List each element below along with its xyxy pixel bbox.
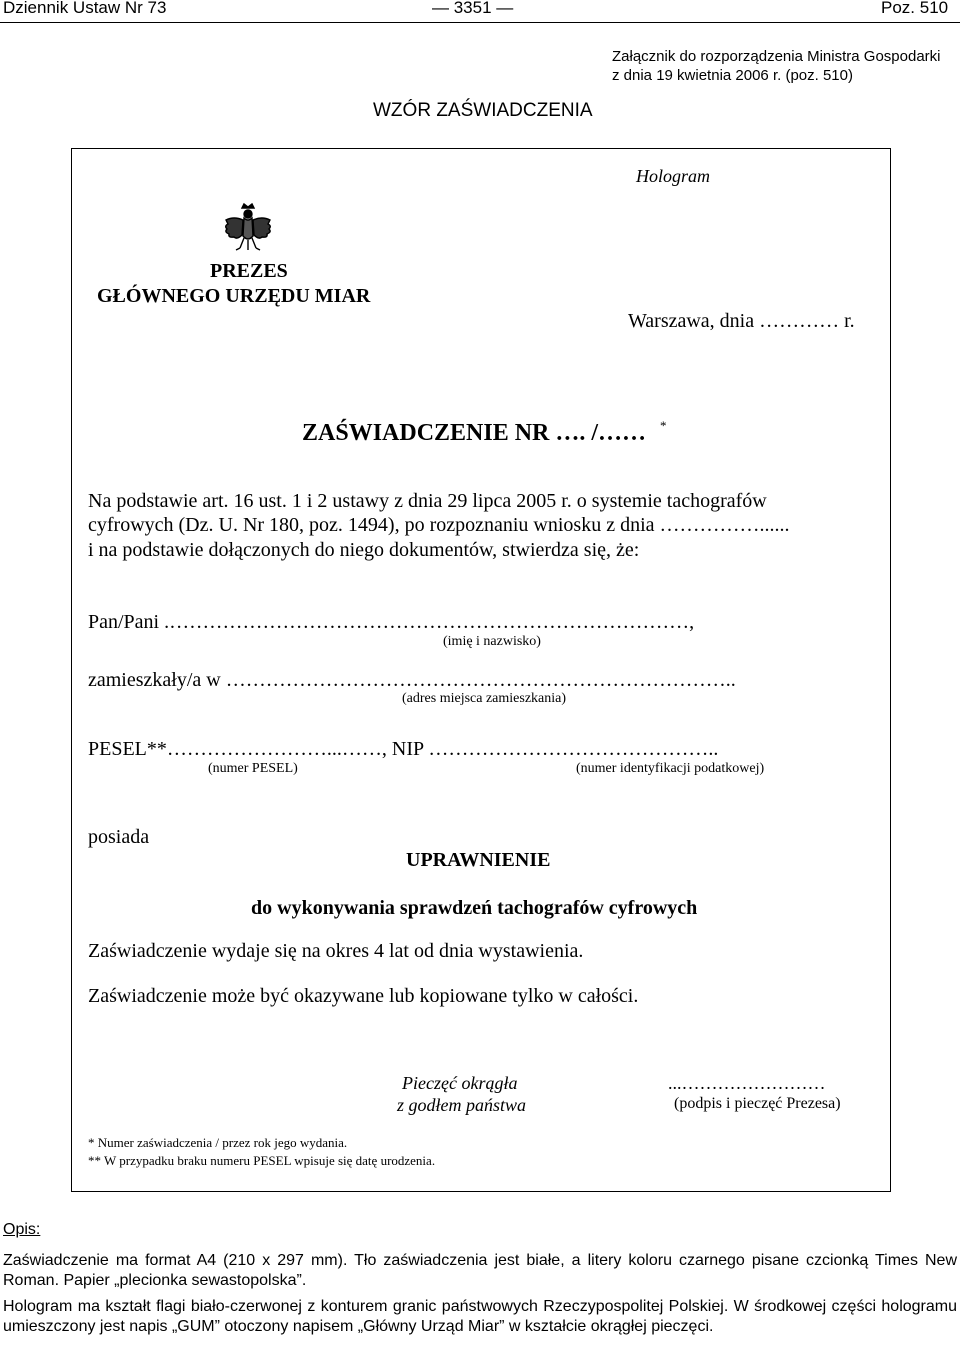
legal-basis-line-3: i na podstawie dołączonych do niego dokumentów, stwierdza się, że: [88, 539, 640, 561]
pesel-caption: (numer PESEL) [208, 761, 298, 776]
page-number: — 3351 — [432, 0, 514, 17]
authority-line-2: GŁÓWNEGO URZĘDU MIAR [97, 285, 371, 307]
seal-line-2: z godłem państwa [397, 1095, 527, 1115]
certificate-number-footnote-mark: * [660, 418, 667, 433]
annex-line-2: z dnia 19 kwietnia 2006 r. (poz. 510) [612, 67, 853, 84]
authority-line-1: PREZES [210, 260, 288, 282]
address-caption: (adres miejsca zamieszkania) [402, 691, 567, 706]
journal-name: Dziennik Ustaw Nr 73 [3, 0, 167, 17]
posiada-text: posiada [88, 826, 150, 848]
signature-dots: ...…………………… [668, 1073, 826, 1093]
eagle-emblem-icon [222, 202, 274, 254]
seal-line-1: Pieczęć okrągła [402, 1073, 518, 1093]
address-field: zamieszkały/a w ………………………………………………………………….. [88, 669, 736, 691]
description-label: Opis: [3, 1221, 41, 1238]
legal-basis-line-2: cyfrowych (Dz. U. Nr 180, poz. 1494), po rozpoznaniu wniosku z dnia ……………...... [88, 514, 790, 536]
description-paragraph-1: Zaświadczenie ma format A4 (210 x 297 mm). Tło zaświadczenia jest białe, a litery koloru czarnego pisane czcionką Times New Roman. Papier „plecionka sewastopolska”. [3, 1252, 957, 1289]
validity-note: Zaświadczenie wydaje się na okres 4 lat od dnia wystawienia. [88, 940, 584, 962]
name-field: Pan/Pani .……………………………………………………………………, [88, 611, 695, 633]
date-line: Warszawa, dnia ………… r. [628, 310, 855, 332]
nip-caption: (numer identyfikacji podatkowej) [576, 761, 765, 776]
legal-basis-line-1: Na podstawie art. 16 ust. 1 i 2 ustawy z dnia 29 lipca 2005 r. o systemie tachografów [88, 490, 767, 512]
footnote-1: * Numer zaświadczenia / przez rok jego wydania. [88, 1135, 348, 1150]
entitlement-scope: do wykonywania sprawdzeń tachografów cyfrowych [251, 897, 698, 919]
entitlement-heading: UPRAWNIENIE [406, 849, 551, 871]
hologram-label: Hologram [636, 166, 711, 186]
position-number: Poz. 510 [881, 0, 949, 17]
signature-caption: (podpis i pieczęć Prezesa) [674, 1095, 841, 1112]
header-rule [0, 22, 960, 23]
description-paragraph-2: Hologram ma kształt flagi biało-czerwonej z konturem granic państwowych Rzeczypospolitej Polskiej. W środkowej części hologramu umieszczony jest napis „GUM” otoczony napisem „Główny Urząd Miar” w kształcie okrągłej pieczęci. [3, 1298, 957, 1335]
pesel-nip-field: PESEL**……………………...……, NIP …………………………………….. [88, 738, 719, 760]
annex-line-1: Załącznik do rozporządzenia Ministra Gospodarki [612, 48, 941, 65]
copy-note: Zaświadczenie może być okazywane lub kopiowane tylko w całości. [88, 985, 639, 1007]
certificate-number-title: ZAŚWIADCZENIE NR …. /…… [302, 420, 647, 446]
name-caption: (imię i nazwisko) [443, 634, 541, 649]
page-title: WZÓR ZAŚWIADCZENIA [373, 100, 593, 121]
footnote-2: ** W przypadku braku numeru PESEL wpisuje się datę urodzenia. [88, 1153, 436, 1168]
